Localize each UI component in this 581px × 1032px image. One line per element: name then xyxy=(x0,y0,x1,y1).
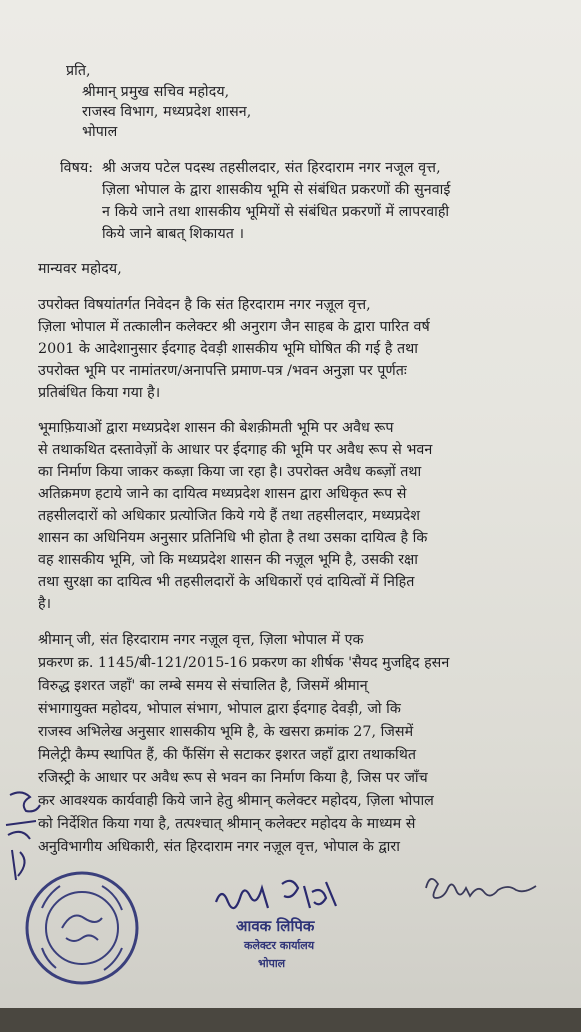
para1-line-5: प्रतिबंधित किया गया है। xyxy=(38,385,161,401)
subject-line-1: श्री अजय पटेल पदस्थ तहसीलदार, संत हिरदाराम नगर नजूल वृत्त, xyxy=(102,160,441,176)
para1-line-1: उपरोक्त विषयांतर्गत निवेदन है कि संत हिरदाराम नगर नज़ूल वृत्त, xyxy=(38,297,371,313)
round-seal-stamp xyxy=(22,868,142,988)
para1-line-2: ज़िला भोपाल में तत्कालीन कलेक्टर श्री अनुराग जैन साहब के द्वारा पारित वर्ष xyxy=(38,319,430,335)
para3-line-9: को निर्देशित किया गया है, तत्पश्चात् श्रीमान् कलेक्टर महोदय के माध्यम से xyxy=(38,816,416,832)
para3-line-6: मिलेट्री कैम्प स्थापित हैं, की फैंसिंग से सटाकर इशरत जहाँ द्वारा तथाकथित xyxy=(38,747,416,763)
clerk-stamp-line-1: आवक लिपिक xyxy=(236,917,315,935)
addressee-line-3: भोपाल xyxy=(82,124,118,140)
subject-label: विषय: xyxy=(60,160,94,176)
para2-line-7: वह शासकीय भूमि, जो कि मध्यप्रदेश शासन की नज़ूल भूमि है, उसकी रक्षा xyxy=(38,552,419,568)
para3-line-10: अनुविभागीय अधिकारी, संत हिरदाराम नगर नज़ूल वृत्त, भोपाल के द्वारा xyxy=(38,839,400,855)
para2-line-2: से तथाकथित दस्तावेज़ों के आधार पर ईदगाह की भूमि पर अवैध रूप से भवन xyxy=(38,442,433,458)
handwritten-signature-right xyxy=(420,866,550,906)
salutation: मान्यवर महोदय, xyxy=(38,261,122,277)
para3-line-2: प्रकरण क्र. 1145/बी-121/2015-16 प्रकरण का शीर्षक 'सैयद मुजद्दिद हसन xyxy=(38,655,450,671)
handwritten-signature-middle xyxy=(212,872,342,922)
para2-line-1: भूमाफ़ियाओं द्वारा मध्यप्रदेश शासन की बेशक़ीमती भूमि पर अवैध रूप xyxy=(38,420,394,436)
addressee-line-2: राजस्व विभाग, मध्यप्रदेश शासन, xyxy=(82,104,252,120)
clerk-stamp-line-2: कलेक्टर कार्यालय xyxy=(244,939,315,952)
para2-line-6: शासन का अधिनियम अनुसार प्रतिनिधि भी होता है तथा उसका दायित्व है कि xyxy=(38,530,428,546)
para3-line-5: राजस्व अभिलेख अनुसार शासकीय भूमि है, के खसरा क्रमांक 27, जिसमें xyxy=(38,724,414,740)
subject-line-2: ज़िला भोपाल के द्वारा शासकीय भूमि से संबंधित प्रकरणों की सुनवाई xyxy=(102,182,451,198)
para1-line-4: उपरोक्त भूमि पर नामांतरण/अनापत्ति प्रमाण-पत्र /भवन अनुज्ञा पर पूर्णतः xyxy=(38,363,407,379)
para3-line-4: संभागायुक्त महोदय, भोपाल संभाग, भोपाल द्वारा ईदगाह देवड़ी, जो कि xyxy=(38,701,401,717)
para2-line-8: तथा सुरक्षा का दायित्व भी तहसीलदारों के अधिकारों एवं दायित्वों में निहित xyxy=(38,574,415,590)
para2-line-3: का निर्माण किया जाकर कब्ज़ा किया जा रहा है। उपरोक्त अवैध कब्ज़ों तथा xyxy=(38,464,422,480)
addressee-line-1: श्रीमान् प्रमुख सचिव महोदय, xyxy=(82,84,230,100)
para2-line-5: तहसीलदारों को अधिकार प्रत्योजित किये गये हैं तथा तहसीलदार, मध्यप्रदेश xyxy=(38,508,420,524)
para3-line-7: रजिस्ट्री के आधार पर अवैध रूप से भवन का निर्माण किया है, जिस पर जाँच xyxy=(38,770,428,786)
para3-line-8: कर आवश्यक कार्यवाही किये जाने हेतु श्रीमान् कलेक्टर महोदय, ज़िला भोपाल xyxy=(38,793,434,809)
subject-line-4: किये जाने बाबत् शिकायत । xyxy=(102,226,245,242)
para1-line-3: 2001 के आदेशानुसार ईदगाह देवड़ी शासकीय भूमि घोषित की गई है तथा xyxy=(38,341,418,357)
prati-label: प्रति, xyxy=(66,63,91,79)
para3-line-3: विरुद्ध इशरत जहाँ' का लम्बे समय से संचालित है, जिसमें श्रीमान् xyxy=(38,678,368,694)
para3-line-1: श्रीमान् जी, संत हिरदाराम नगर नज़ूल वृत्त, ज़िला भोपाल में एक xyxy=(38,632,364,648)
floor-background xyxy=(0,1008,581,1032)
para2-line-4: अतिक्रमण हटाये जाने का दायित्व मध्यप्रदेश शासन द्वारा अधिकृत रूप से xyxy=(38,486,407,502)
clerk-stamp-line-3: भोपाल xyxy=(258,957,286,970)
subject-line-3: न किये जाने तथा शासकीय भूमियों से संबंधित प्रकरणों में लापरवाही xyxy=(102,204,450,220)
para2-line-9: है। xyxy=(38,596,52,612)
